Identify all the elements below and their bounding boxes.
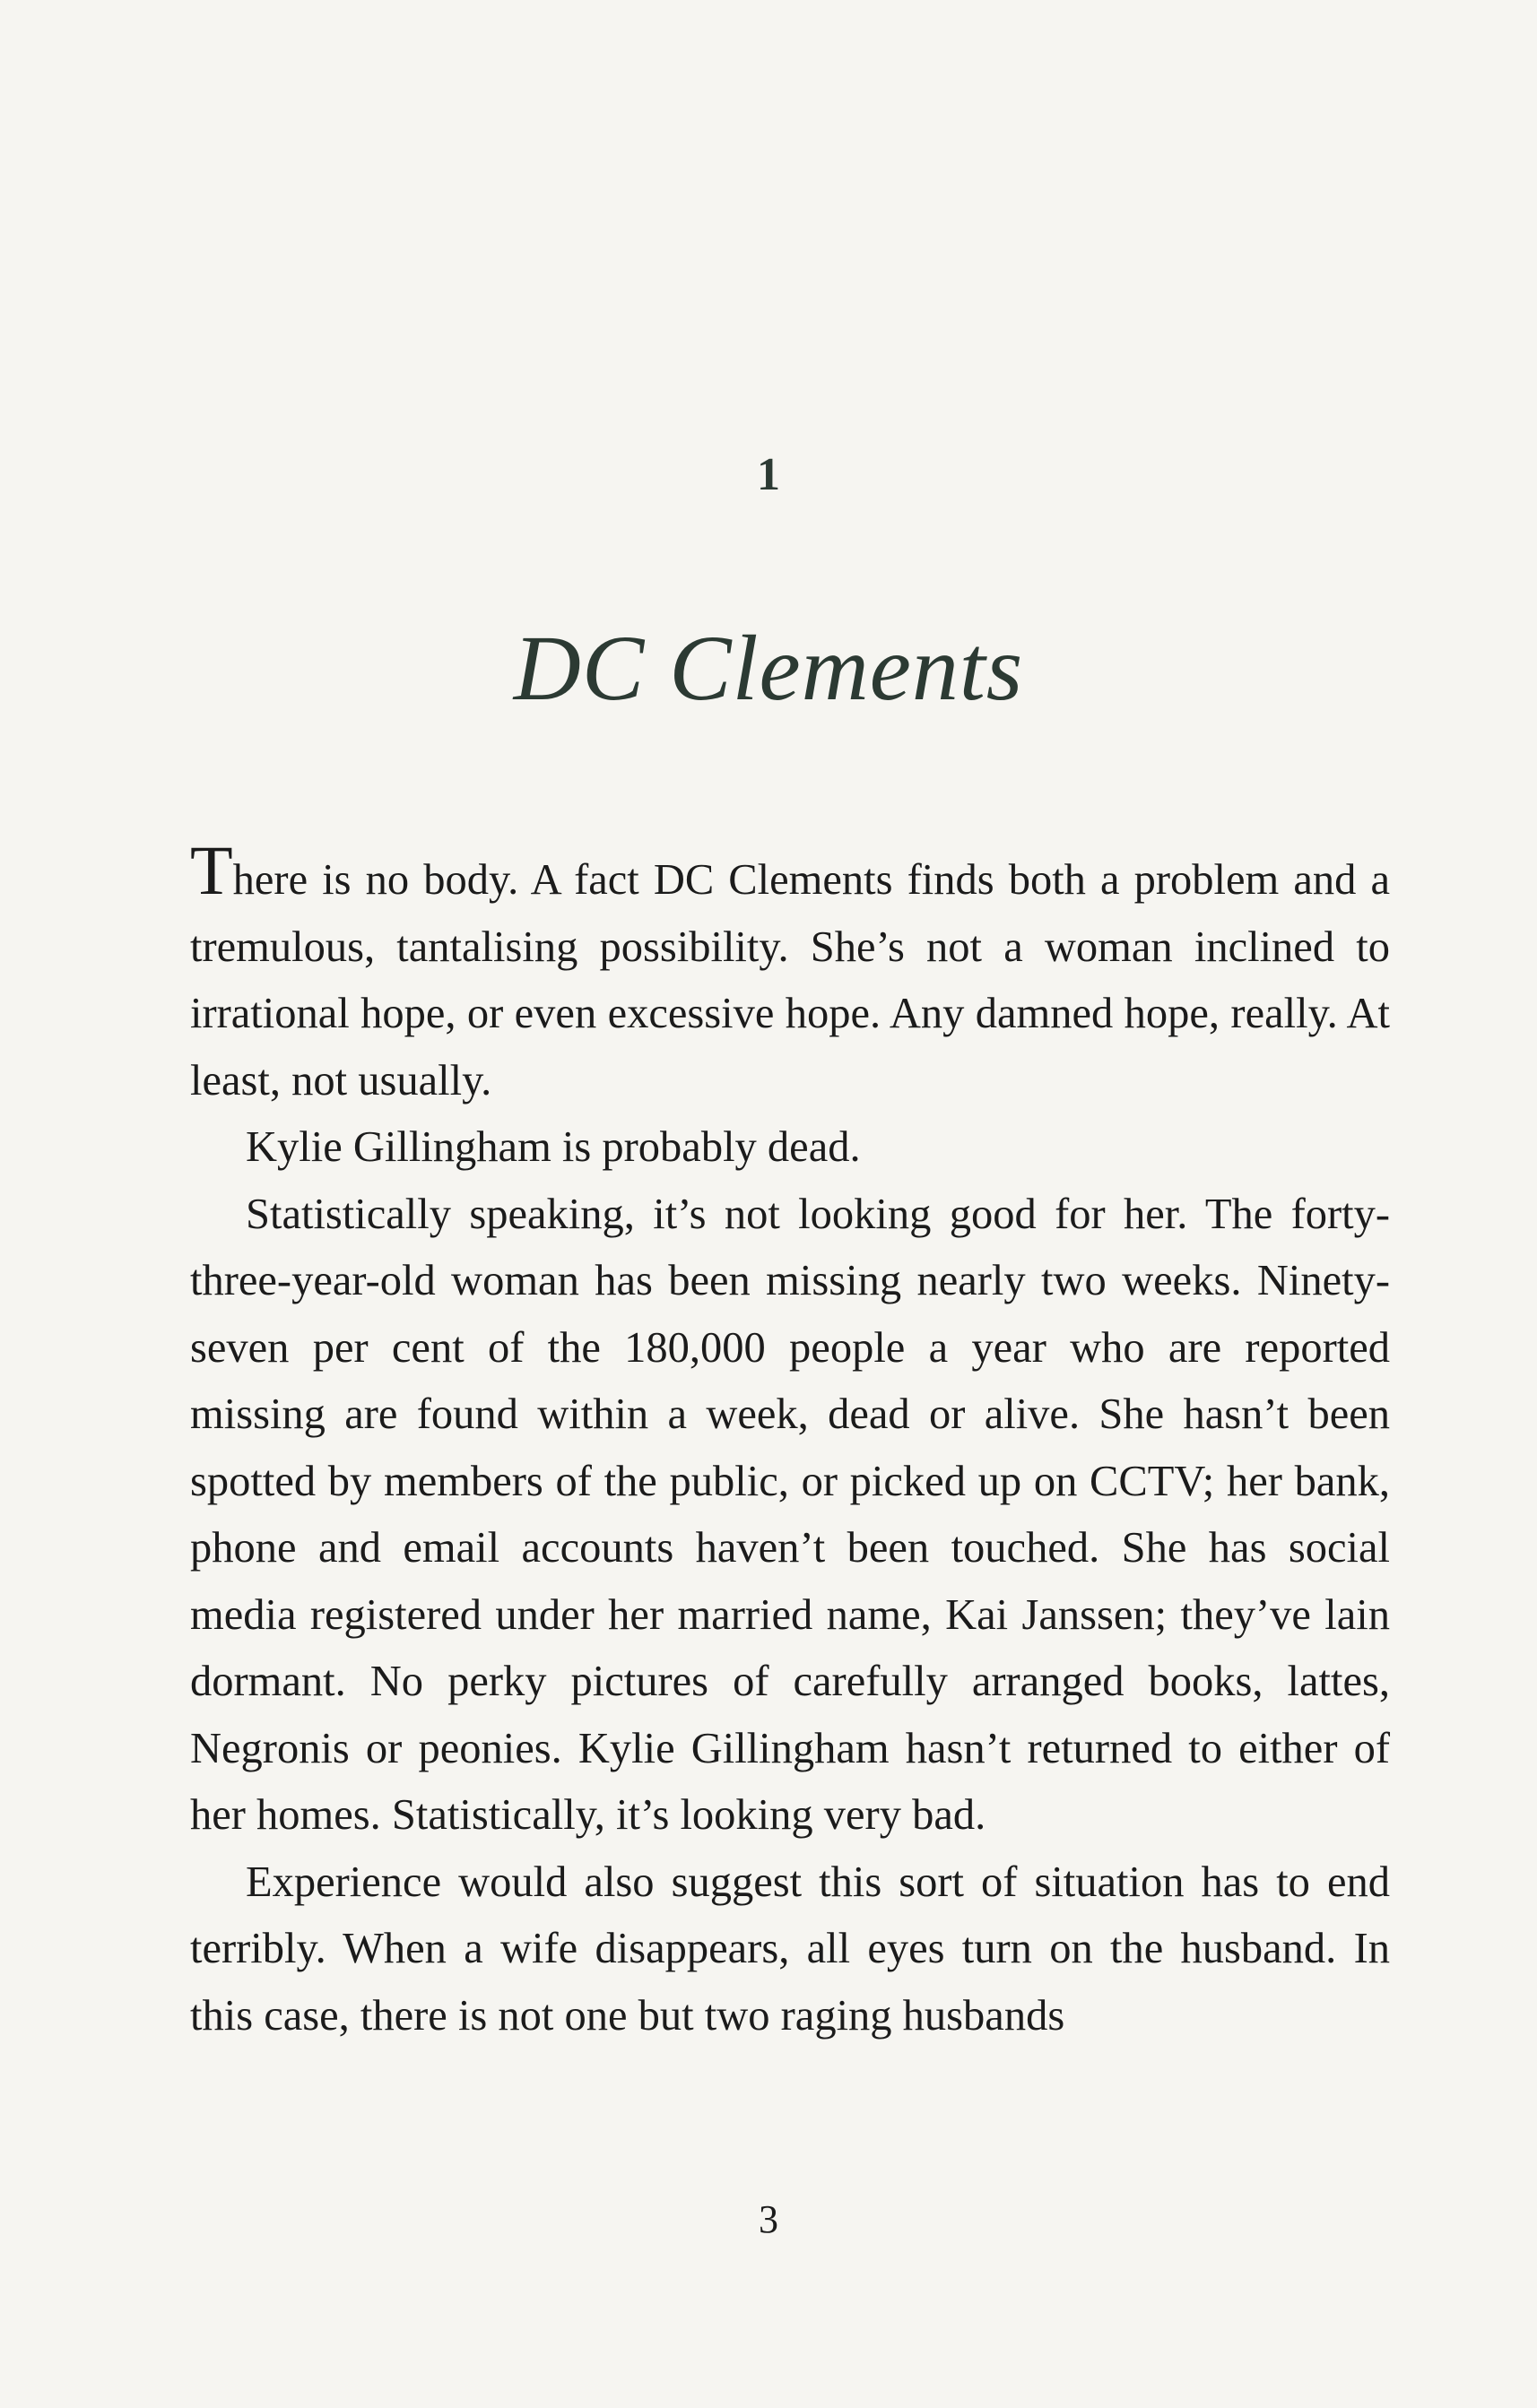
chapter-title: DC Clements [513, 617, 1024, 720]
chapter-number: 1 [757, 449, 780, 500]
paragraph-3: Statistically speaking, it’s not looking good for her. The forty-three-year-old woman has been missing nearly two weeks. Ninety-seven per cent of the 180,000 people a year who are reported missing are found within a week, dead or alive. She hasn’t been spotted by members of the public, or picked up on CCTV; her bank, phone and email accounts haven’t been touched. She has social media registered under her married name, Kai Janssen; they’ve lain dormant. No perky pictures of carefully arranged books, lattes, Negronis or peonies. Kylie Gillingham hasn’t returned to either of her homes. Statistically, it’s looking very bad. [190, 1190, 1390, 1839]
page-number: 3 [759, 2197, 778, 2241]
paragraph-1 [190, 831, 1390, 1114]
paragraph-2: Kylie Gillingham is probably dead. [246, 1123, 861, 1171]
chapter-body [190, 831, 1390, 2049]
paragraph-1-text: here is no body. A fact DC Clements finds both a problem and a tremulous, tantalising possibility. She’s not a woman inclined to irrational hope, or even excessive hope. Any damned hope, really. At least, not usually. [190, 856, 1390, 1104]
drop-cap: T [190, 831, 233, 909]
paragraph-4: Experience would also suggest this sort of situation has to end terribly. When a wife disappears, all eyes turn on the husband. In this case, there is not one but two raging husbands [190, 1858, 1390, 2040]
